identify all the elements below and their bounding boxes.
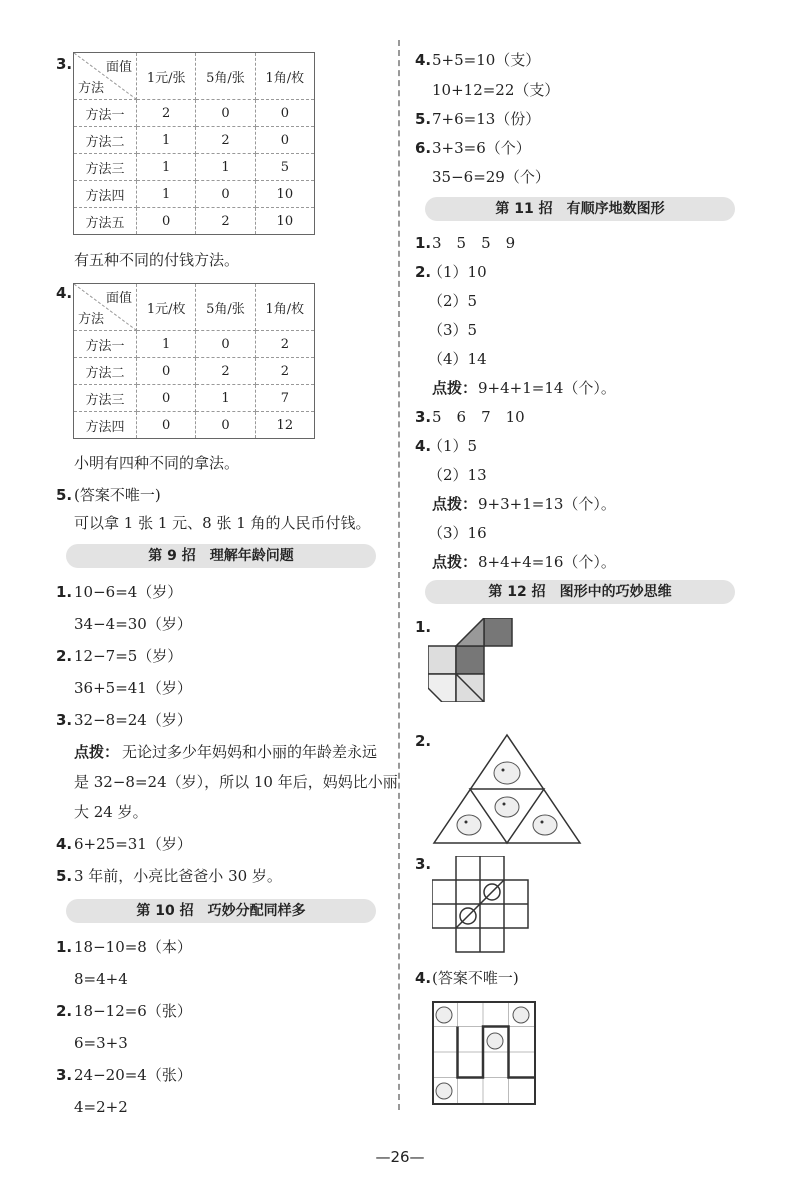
table-cell: 方法一 [74, 331, 137, 358]
item-number: 3. [56, 1066, 73, 1084]
table-cell: 0 [137, 208, 196, 235]
folded-shape-figure [428, 618, 518, 702]
table-row [74, 412, 315, 439]
table-cell: 方法二 [74, 358, 137, 385]
table-row [74, 181, 315, 208]
table-cell: 方法四 [74, 412, 137, 439]
page-number: —26— [375, 1148, 425, 1166]
tip-label: 点拨： [74, 743, 120, 761]
table-cell: 2 [137, 100, 196, 127]
table-cell: 0 [137, 412, 196, 439]
item-number: 5. [56, 867, 73, 885]
table-cell: 方法四 [74, 181, 137, 208]
answer-line: 3 5 5 9 [432, 234, 516, 252]
answer-line: 6=3+3 [74, 1034, 128, 1052]
table-cell: 方法三 [74, 154, 137, 181]
answer-line: （2）13 [428, 466, 487, 484]
column-divider [398, 40, 400, 1110]
answer-line: 7+6=13（份） [432, 110, 541, 128]
table-cell: 12 [255, 412, 314, 439]
table-cell: 10 [255, 181, 314, 208]
col-header: 1元/枚 [137, 284, 196, 331]
q3-number: 3. [56, 55, 73, 73]
item-number: 2. [415, 263, 432, 281]
answer-line: 24−20=4（张） [74, 1066, 192, 1084]
table-cell: 5 [255, 154, 314, 181]
q3-answer: 有五种不同的付钱方法。 [74, 251, 240, 269]
table-cell: 0 [196, 331, 255, 358]
maze-grid-figure [432, 1001, 540, 1109]
tip-label: 点拨： [432, 379, 478, 397]
q5-note: (答案不唯一) [74, 486, 161, 504]
answer-line: 10−6=4（岁） [74, 583, 183, 601]
table-cell: 0 [137, 358, 196, 385]
item-number: 4. [415, 969, 432, 987]
item-number: 4. [415, 51, 432, 69]
item-number: 5. [415, 110, 432, 128]
section-10-banner: 第 10 招 巧妙分配同样多 [66, 899, 376, 923]
answer-line: 18−10=8（本） [74, 938, 192, 956]
table-cell: 方法三 [74, 385, 137, 412]
tip-label: 点拨： [432, 553, 478, 571]
answer-line: （4）14 [428, 350, 487, 368]
table-cell: 10 [255, 208, 314, 235]
col-header: 5角/张 [196, 53, 255, 100]
item-number: 3. [415, 408, 432, 426]
table-cell: 1 [196, 385, 255, 412]
table-cell: 0 [255, 127, 314, 154]
answer-line: 18−12=6（张） [74, 1002, 192, 1020]
table-cell: 2 [255, 331, 314, 358]
item-number: 1. [56, 938, 73, 956]
section-9-banner: 第 9 招 理解年龄问题 [66, 544, 376, 568]
table-cell: 7 [255, 385, 314, 412]
table-row [74, 358, 315, 385]
item-number: 6. [415, 139, 432, 157]
table-cell: 方法二 [74, 127, 137, 154]
answer-line: 6+25=31（岁） [74, 835, 192, 853]
answer-line: 32−8=24（岁） [74, 711, 192, 729]
item-number: 3. [56, 711, 73, 729]
table-row [74, 385, 315, 412]
answer-line: （2）5 [428, 292, 478, 310]
tip-text: 9+4+1=14（个）。 [478, 379, 616, 397]
answer-line: 10+12=22（支） [432, 81, 560, 99]
col-header: 5角/张 [196, 284, 255, 331]
table-row [74, 154, 315, 181]
q4-answer: 小明有四种不同的拿法。 [74, 454, 240, 472]
col-header: 1角/枚 [255, 284, 314, 331]
answer-line: 36+5=41（岁） [74, 679, 192, 697]
col-header: 1角/枚 [255, 53, 314, 100]
answer-line: 4=2+2 [74, 1098, 128, 1116]
answer-line: 5+5=10（支） [432, 51, 541, 69]
table-cell: 0 [255, 100, 314, 127]
table-cell: 1 [137, 331, 196, 358]
tip-text: 是 32−8=24（岁），所以 10 年后，妈妈比小丽 [74, 773, 398, 791]
table-cell: 2 [196, 127, 255, 154]
tip-label: 点拨： [432, 495, 478, 513]
table-cell: 1 [196, 154, 255, 181]
answer-line: （1）5 [428, 437, 478, 455]
answer-line: 3+3=6（个） [432, 139, 531, 157]
table-row [74, 100, 315, 127]
table-cell: 方法一 [74, 100, 137, 127]
item-number: 2. [56, 1002, 73, 1020]
item-number: 2. [56, 647, 73, 665]
table-cell: 2 [196, 208, 255, 235]
answer-note: (答案不唯一) [432, 969, 519, 987]
table-cell: 0 [196, 100, 255, 127]
triangle-chicks-figure [432, 733, 582, 845]
table-cell: 1 [137, 154, 196, 181]
item-number: 2. [415, 732, 432, 750]
table-row [74, 331, 315, 358]
table-cell: 方法五 [74, 208, 137, 235]
table-header-corner: 面值 方法 [74, 53, 137, 100]
table-cell: 1 [137, 181, 196, 208]
table-cell: 2 [255, 358, 314, 385]
item-number: 4. [415, 437, 432, 455]
table-row [74, 127, 315, 154]
item-number: 1. [415, 618, 432, 636]
table-cell: 0 [137, 385, 196, 412]
payment-table-4 [73, 283, 315, 439]
q5-number: 5. [56, 486, 73, 504]
answer-line: 12−7=5（岁） [74, 647, 183, 665]
answer-line: （3）16 [428, 524, 487, 542]
item-number: 4. [56, 835, 73, 853]
table-header-corner: 面值 方法 [74, 284, 137, 331]
table-cell: 0 [196, 412, 255, 439]
q4-number: 4. [56, 284, 73, 302]
item-number: 1. [56, 583, 73, 601]
answer-line: （3）5 [428, 321, 478, 339]
section-12-banner: 第 12 招 图形中的巧妙思维 [425, 580, 735, 604]
col-header: 1元/张 [137, 53, 196, 100]
answer-line: （1）10 [428, 263, 487, 281]
answer-line: 3 年前，小亮比爸爸小 30 岁。 [74, 867, 282, 885]
item-number: 1. [415, 234, 432, 252]
item-number: 3. [415, 855, 432, 873]
tip-text: 8+4+4=16（个）。 [478, 553, 616, 571]
tip-text: 大 24 岁。 [74, 803, 148, 821]
payment-table-3 [73, 52, 315, 235]
answer-line: 35−6=29（个） [432, 168, 550, 186]
answer-line: 5 6 7 10 [432, 408, 525, 426]
cross-grid-figure [432, 856, 532, 956]
answer-line: 8=4+4 [74, 970, 128, 988]
table-cell: 0 [196, 181, 255, 208]
q5-answer: 可以拿 1 张 1 元、8 张 1 角的人民币付钱。 [74, 514, 371, 532]
section-11-banner: 第 11 招 有顺序地数图形 [425, 197, 735, 221]
tip-text: 无论过多少年妈妈和小丽的年龄差永远 [122, 743, 378, 761]
tip-text: 9+3+1=13（个）。 [478, 495, 616, 513]
answer-line: 34−4=30（岁） [74, 615, 192, 633]
table-cell: 2 [196, 358, 255, 385]
table-row [74, 208, 315, 235]
table-cell: 1 [137, 127, 196, 154]
